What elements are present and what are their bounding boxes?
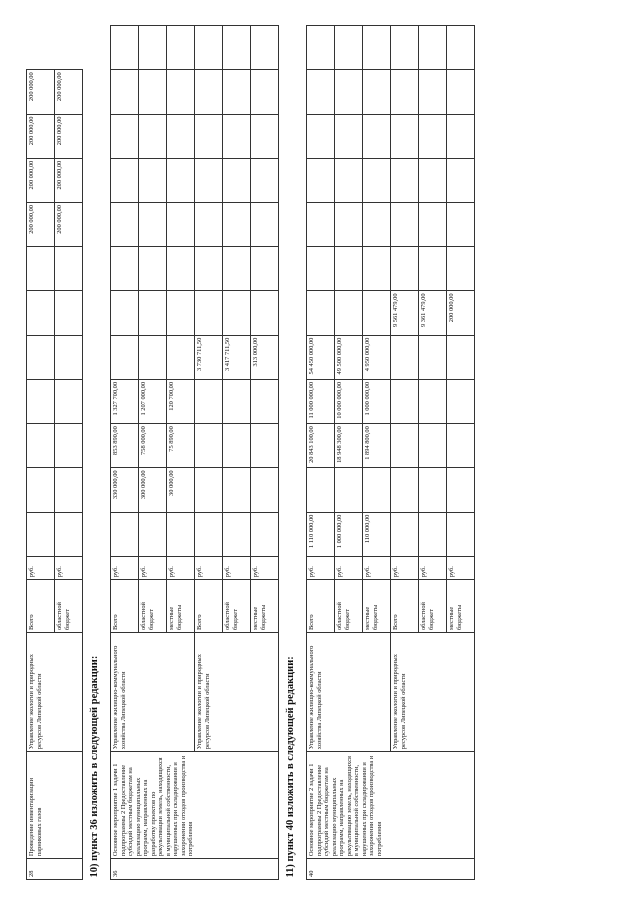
unit: руб. xyxy=(195,556,223,579)
amount-cell: 4 950 000,00 xyxy=(363,335,391,379)
amount-cell: 758 000,00 xyxy=(139,424,167,468)
funding-source: областной бюджет xyxy=(335,580,363,633)
amount-cell: 200 000,00 xyxy=(27,114,55,158)
amount-cell: 313 000,00 xyxy=(251,335,279,379)
amount-cell: 1 000 000,00 xyxy=(363,379,391,423)
funding-source: областной бюджет xyxy=(419,580,447,633)
amount-cell: 110 000,00 xyxy=(363,512,391,556)
executor: Управление экологии и природных ресурсов Липецкой области xyxy=(391,633,475,752)
measure-title: Основное мероприятие 2 задачи 1 подпрограммы 2 Предоставление субсидий местным бюджетам на реализацию муниципальных программ, направленных на рекультивацию земель, находящихся в муниципальной собственности, нарушенных при складировании и захоронении отходов производства и потребления xyxy=(307,752,475,859)
table-row xyxy=(391,26,419,880)
row-number: 28 xyxy=(27,859,83,880)
table-row xyxy=(195,26,223,880)
funding-source: областной бюджет xyxy=(139,580,167,633)
funding-source: местные бюджеты xyxy=(447,580,475,633)
unit: руб. xyxy=(419,556,447,579)
amount-cell: 330 000,00 xyxy=(111,468,139,512)
amount-cell: 1 327 700,00 xyxy=(111,379,139,423)
amendments-table xyxy=(26,25,475,880)
amount-cell: 300 000,00 xyxy=(139,468,167,512)
amendment-heading-10: 10) пункт 36 изложить в следующей редакции: xyxy=(89,655,100,878)
amount-cell: 1 110 000,00 xyxy=(307,512,335,556)
amount-cell: 49 500 000,00 xyxy=(335,335,363,379)
unit: руб. xyxy=(363,556,391,579)
table-row xyxy=(111,26,139,880)
executor: Управление жилищно-коммунального хозяйства Липецкой области xyxy=(307,633,391,752)
amount-cell: 3 417 711,50 xyxy=(223,335,251,379)
amount-cell: 1 000 000,00 xyxy=(335,512,363,556)
amount-cell: 200 000,00 xyxy=(55,114,83,158)
amount-cell: 200 000,00 xyxy=(55,203,83,247)
funding-source: Всего xyxy=(391,580,419,633)
measure-title: Основное мероприятие 1 задачи 1 подпрограммы 2 Предоставление субсидий местным бюджетам на реализацию муниципальных программ, направленных на разработку проектов по рекультивации земель, находящихся в муниципальной собственности, нарушенных при складировании и захоронении отходов производства и потребления xyxy=(111,752,279,859)
unit: руб. xyxy=(223,556,251,579)
rotated-page xyxy=(26,25,534,880)
funding-source: Всего xyxy=(111,580,139,633)
measure-title: Проведение инвентаризации парниковых газов xyxy=(27,752,83,859)
table-row xyxy=(307,26,335,880)
amount-cell: 853 890,00 xyxy=(111,424,139,468)
amount-cell: 30 000,00 xyxy=(167,468,195,512)
amount-cell: 75 890,00 xyxy=(167,424,195,468)
amount-cell: 1 207 000,00 xyxy=(139,379,167,423)
unit: руб. xyxy=(111,556,139,579)
funding-source: Всего xyxy=(195,580,223,633)
unit: руб. xyxy=(167,556,195,579)
funding-source: Всего xyxy=(307,580,335,633)
unit: руб. xyxy=(251,556,279,579)
row-number: 40 xyxy=(307,859,475,880)
amount-cell: 20 843 100,00 xyxy=(307,424,335,468)
unit: руб. xyxy=(307,556,335,579)
unit: руб. xyxy=(391,556,419,579)
unit: руб. xyxy=(55,556,83,579)
unit: руб. xyxy=(27,556,55,579)
amount-cell: 1 894 800,00 xyxy=(363,424,391,468)
amount-cell: 200 000,00 xyxy=(55,70,83,114)
amount-cell: 9 561 479,00 xyxy=(391,291,419,335)
amount-cell: 10 000 000,00 xyxy=(335,379,363,423)
unit: руб. xyxy=(335,556,363,579)
executor: Управление жилищно-коммунального хозяйства Липецкой области xyxy=(111,633,195,752)
executor: Управление экологии и природных ресурсов Липецкой области xyxy=(27,633,83,752)
funding-source: местные бюджеты xyxy=(251,580,279,633)
funding-source: областной бюджет xyxy=(55,580,83,633)
amount-cell: 18 948 300,00 xyxy=(335,424,363,468)
amount-cell: 200 000,00 xyxy=(55,158,83,202)
unit: руб. xyxy=(139,556,167,579)
funding-source: местные бюджеты xyxy=(167,580,195,633)
executor: Управление экологии и природных ресурсов Липецкой области xyxy=(195,633,279,752)
amount-cell: 3 730 711,50 xyxy=(195,335,223,379)
amount-cell: 200 000,00 xyxy=(27,203,55,247)
table-row xyxy=(27,26,55,880)
funding-source: областной бюджет xyxy=(223,580,251,633)
amount-cell: 200 000,00 xyxy=(447,291,475,335)
amount-cell: 200 000,00 xyxy=(27,158,55,202)
funding-source: местные бюджеты xyxy=(363,580,391,633)
unit: руб. xyxy=(447,556,475,579)
amount-cell: 11 000 000,00 xyxy=(307,379,335,423)
funding-source: Всего xyxy=(27,580,55,633)
amount-cell: 200 000,00 xyxy=(27,70,55,114)
amendment-heading-11: 11) пункт 40 изложить в следующей редакции: xyxy=(285,656,296,878)
amount-cell: 54 450 000,00 xyxy=(307,335,335,379)
amount-cell: 120 700,00 xyxy=(167,379,195,423)
amount-cell: 9 361 479,00 xyxy=(419,291,447,335)
row-number: 36 xyxy=(111,859,279,880)
